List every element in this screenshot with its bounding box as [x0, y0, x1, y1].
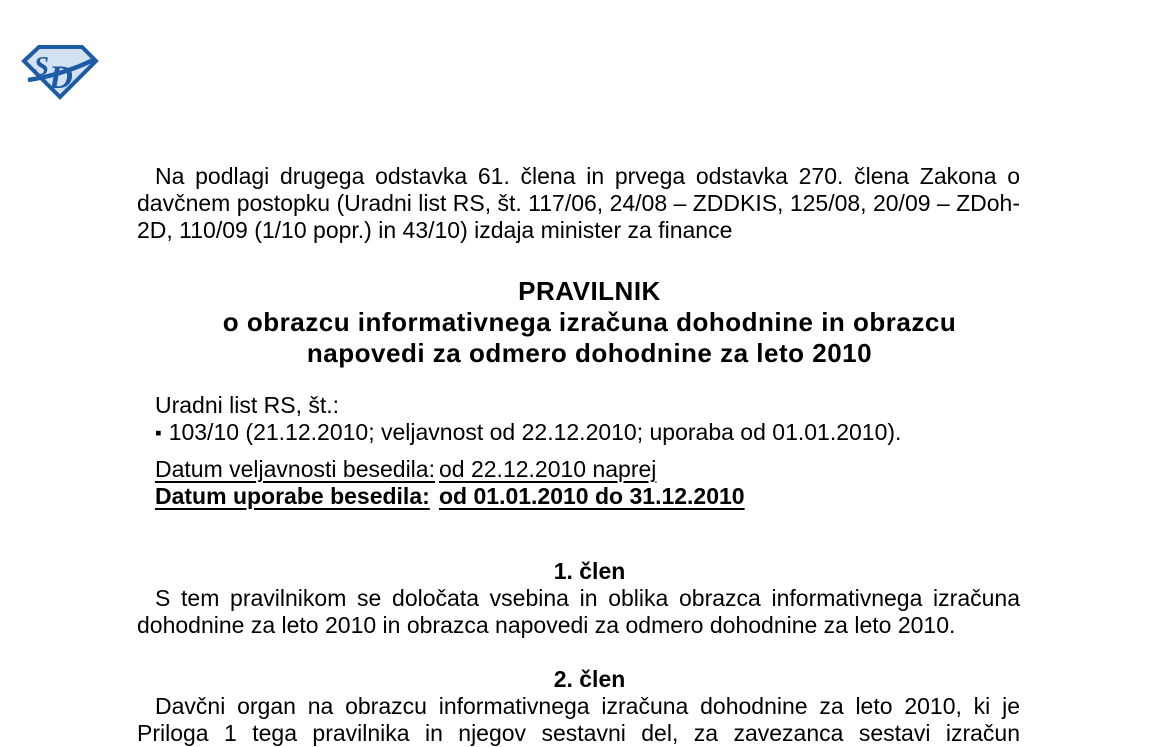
validity-value: od 22.12.2010 naprej	[439, 456, 657, 482]
article-1	[137, 558, 1020, 639]
gazette-section	[137, 392, 1020, 447]
validity-label: Datum veljavnosti besedila:	[155, 456, 435, 482]
article-1-heading: 1. člen	[553, 558, 626, 584]
article-1-body: S tem pravilnikom se določata vsebina in oblika obrazca informativnega izračuna dohodnine za leto 2010 in obrazca napovedi za odmero dohodnine za leto 2010.	[137, 585, 1020, 638]
square-bullet-icon: ▪	[155, 422, 162, 443]
title-line-2: o obrazcu informativnega izračuna dohodnine in obrazcu	[222, 307, 957, 337]
title-line-3: napovedi za odmero dohodnine za leto 2010	[306, 338, 873, 368]
usage-row	[155, 483, 1020, 510]
document-title	[137, 276, 1042, 369]
sd-logo-icon	[21, 44, 99, 100]
article-2	[137, 666, 1020, 747]
gazette-list-item	[155, 419, 1020, 447]
validity-row	[155, 456, 1020, 483]
article-2-body: Davčni organ na obrazcu informativnega izračuna dohodnine za leto 2010, ki je Priloga 1 tega pravilnika in njegov sestavni del, za zavezanca sestavi izračun	[137, 693, 1020, 746]
usage-label: Datum uporabe besedila:	[155, 483, 430, 509]
article-2-heading: 2. člen	[553, 666, 626, 692]
logo-letter-d: D	[49, 60, 73, 96]
title-line-1: PRAVILNIK	[518, 276, 661, 306]
logo-letter-s: S	[34, 51, 50, 81]
intro-paragraph: Na podlagi drugega odstavka 61. člena in prvega odstavka 270. člena Zakona o davčnem postopku (Uradni list RS, št. 117/06, 24/08 – ZDDKIS, 125/08, 20/09 – ZDoh-2D, 110/09 (1/10 popr.) in 43/10) izdaja minister za finance	[137, 163, 1020, 243]
usage-value: od 01.01.2010 do 31.12.2010	[439, 483, 745, 509]
gazette-item-text: 103/10 (21.12.2010; veljavnost od 22.12.2010; uporaba od 01.01.2010).	[168, 419, 902, 445]
gazette-label: Uradni list RS, št.:	[155, 392, 340, 418]
validity-section	[137, 456, 1020, 510]
